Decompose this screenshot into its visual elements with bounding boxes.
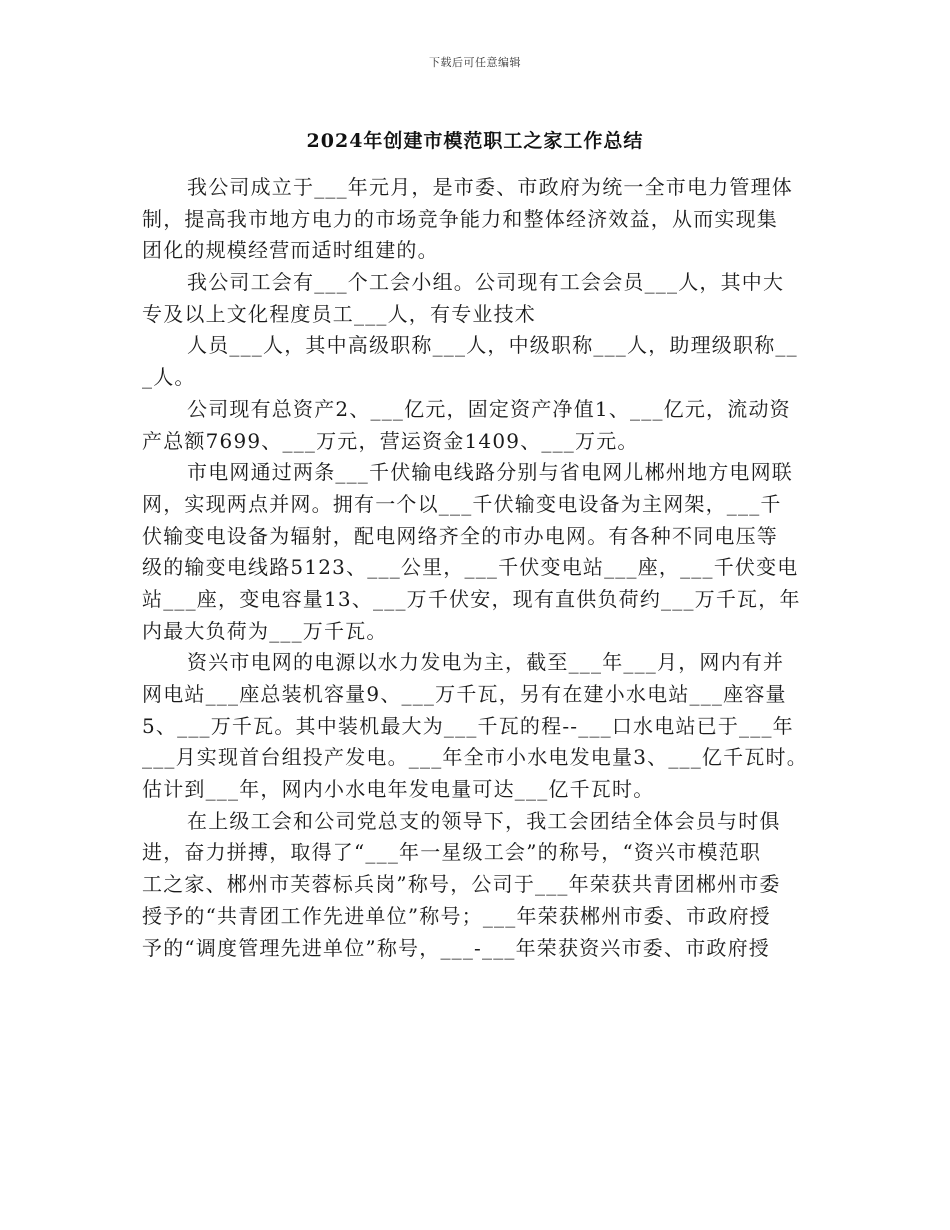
- text-line: 我公司工会有___个工会小组。公司现有工会会员___人，其中大: [187, 270, 785, 295]
- text-line: 市电网通过两条___千伏输电线路分别与省电网儿郴州地方电网联: [187, 460, 793, 485]
- text-line: 站___座，变电容量13、___万千伏安，现有直供负荷约___万千瓦，年: [142, 586, 801, 611]
- text-line: 5、___万千瓦。其中装机最大为___千瓦的程--___口水电站已于___年: [142, 713, 794, 738]
- text-line: ___月实现首台组投产发电。___年全市小水电发电量3、___亿千瓦时。: [142, 745, 808, 770]
- text-line: 在上级工会和公司党总支的领导下，我工会团结全体会员与时俱: [187, 808, 781, 833]
- text-line: _人。: [142, 365, 196, 390]
- text-line: 制，提高我市地方电力的市场竞争能力和整体经济效益，从而实现集: [142, 206, 778, 231]
- text-line: 专及以上文化程度员工___人，有专业技术: [142, 301, 536, 326]
- document-body: [142, 172, 810, 964]
- text-line: 予的“调度管理先进单位”称号，___-___年荣获资兴市委、市政府授: [142, 935, 771, 960]
- text-line: 资兴市电网的电源以水力发电为主，截至___年___月，网内有并: [187, 650, 785, 675]
- text-line: 伏输变电设备为辐射，配电网络齐全的市办电网。有各种不同电压等: [142, 523, 778, 548]
- text-line: 公司现有总资产2、___亿元，固定资产净值1、___亿元，流动资: [187, 396, 791, 421]
- text-line: 授予的“共青团工作先进单位”称号；___年荣获郴州市委、市政府授: [142, 903, 771, 928]
- text-line: 网电站___座总装机容量9、___万千瓦，另有在建小水电站___座容量: [142, 682, 787, 706]
- header-note: 下载后可任意编辑: [429, 56, 521, 69]
- text-line: 我公司成立于___年元月，是市委、市政府为统一全市电力管理体: [187, 175, 793, 199]
- document-title: 2024年创建市模范职工之家工作总结: [306, 130, 644, 152]
- text-line: 内最大负荷为___万千瓦。: [142, 618, 388, 643]
- text-line: 团化的规模经营而适时组建的。: [142, 238, 439, 263]
- text-line: 级的输变电线路5123、___公里，___千伏变电站___座，___千伏变电: [142, 555, 799, 580]
- text-line: 产总额7699、___万元，营运资金1409、___万元。: [142, 428, 639, 453]
- text-line: 估计到___年，网内小水电年发电量可达___亿千瓦时。: [142, 777, 655, 802]
- text-line: 工之家、郴州市芙蓉标兵岗”称号，公司于___年荣获共青团郴州市委: [142, 872, 781, 897]
- text-line: 人员___人，其中高级职称___人，中级职称___人，助理级职称__: [187, 333, 798, 358]
- text-line: 进，奋力拼搏，取得了“___年一星级工会”的称号，“资兴市模范职: [142, 840, 762, 865]
- text-line: 网，实现两点并网。拥有一个以___千伏输变电设备为主网架，___千: [142, 491, 782, 516]
